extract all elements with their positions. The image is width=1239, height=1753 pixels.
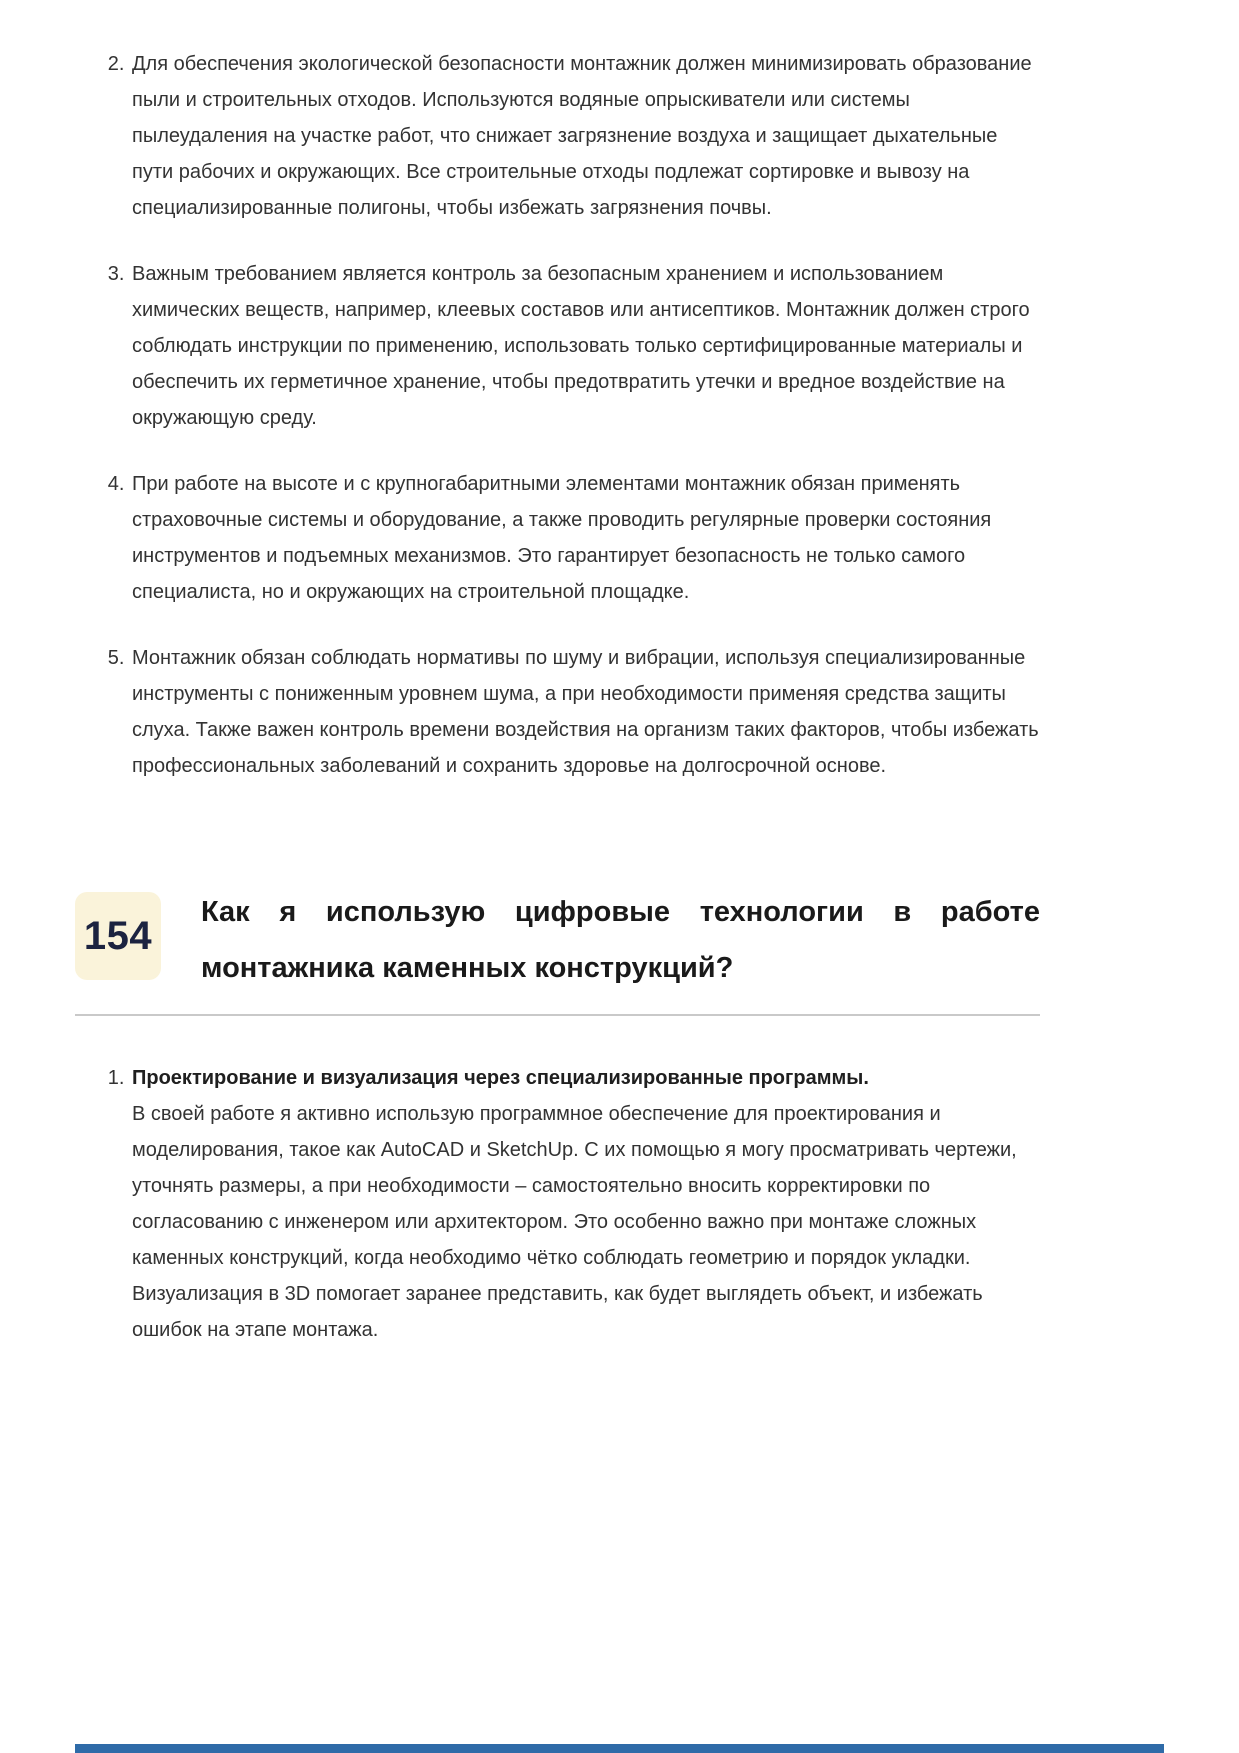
page-content	[75, 0, 1040, 1378]
answer-list	[75, 1060, 1040, 1348]
list-item-text: Монтажник обязан соблюдать нормативы по шуму и вибрации, используя специализированные инструменты с пониженным уровнем шума, а при необходимости применяя средства защиты слуха. Также важен контроль времени воздействия на организм таких факторов, чтобы избежать профессиональных заболеваний и сохранить здоровье на долгосрочной основе.	[132, 647, 1039, 777]
question-header	[75, 884, 1040, 996]
list-item	[130, 640, 1040, 784]
safety-requirements-list	[75, 0, 1040, 784]
footer-accent-bar	[75, 1744, 1164, 1753]
question-number: 154	[83, 913, 153, 958]
question-section	[75, 884, 1040, 1348]
list-item	[130, 466, 1040, 610]
list-item-text: При работе на высоте и с крупногабаритными элементами монтажник обязан применять страховочные системы и оборудование, а также проводить регулярные проверки состояния инструментов и подъемных механизмов. Это гарантирует безопасность не только самого специалиста, но и окружающих на строительной площадке.	[132, 473, 992, 603]
answer-item-body: В своей работе я активно использую программное обеспечение для проектирования и моделирования, такое как AutoCAD и SketchUp. С их помощью я могу просматривать чертежи, уточнять размеры, а при необходимости – самостоятельно вносить корректировки по согласованию с инженером или архитектором. Это особенно важно при монтаже сложных каменных конструкций, когда необходимо чётко соблюдать геометрию и порядок укладки. Визуализация в 3D помогает заранее представить, как будет выглядеть объект, и избежать ошибок на этапе монтажа.	[132, 1103, 1017, 1341]
answer-item-lead: 1. Проектирование и визуализация через специализированные программы.	[132, 1067, 869, 1089]
question-number-badge	[75, 892, 161, 980]
list-item	[130, 46, 1040, 226]
list-item	[130, 1060, 1040, 1348]
list-item-text: Важным требованием является контроль за безопасным хранением и использованием химических веществ, например, клеевых составов или антисептиков. Монтажник должен строго соблюдать инструкции по применению, использовать только сертифицированные материалы и обеспечить их герметичное хранение, чтобы предотвратить утечки и вредное воздействие на окружающую среду.	[132, 263, 1030, 429]
question-title: Как я использую цифровые технологии в работе монтажника каменных конструкций?	[201, 896, 1040, 984]
list-item	[130, 256, 1040, 436]
list-item-text: Для обеспечения экологической безопасности монтажник должен минимизировать образование пыли и строительных отходов. Используются водяные опрыскиватели или системы пылеудаления на участке работ, что снижает загрязнение воздуха и защищает дыхательные пути рабочих и окружающих. Все строительные отходы подлежат сортировке и вывозу на специализированные полигоны, чтобы избежать загрязнения почвы.	[132, 53, 1032, 219]
section-divider	[75, 1014, 1040, 1016]
